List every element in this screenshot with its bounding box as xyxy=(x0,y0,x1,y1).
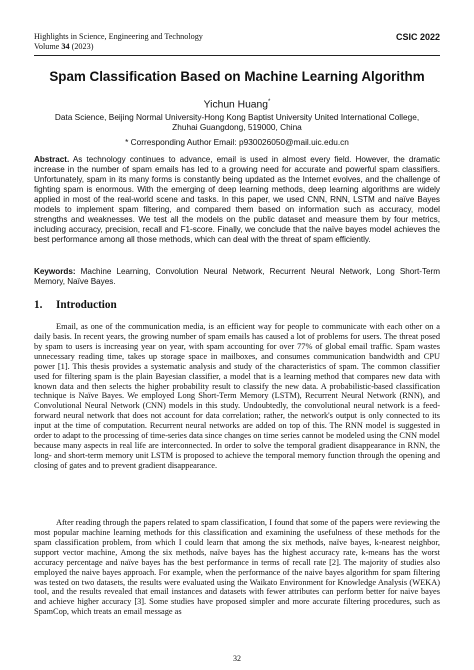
paragraph-text: After reading through the papers related to spam classification, I found that some of the papers were reviewing the most popular machine learning methods for this classification and examining the usefulness of these methods for the spam classification problem, from which I could learn that among the six methods, naïve bayes, k-nearest neighbor, support vector machine, Among the six methods, naïve bayes has the highest accuracy rate, k-means has the worst accuracy percentage and naïve bayes has the best performance in terms of recall rate [2]. The majority of studies also employed the naive bayes approach. For example, when the performance of the naive bayes algorithm for spam filtering was tested on two datasets, the results were evaluated using the Waikato Environment for Knowledge Analysis (WEKA) tool, and the results revealed that email instances and datasets with fewer attributes can perform better for naive bayes and achieve higher accuracy [3]. Some studies have proposed simpler and more accurate filtering procedures, such as SpamCop, which treats an email message as xyxy=(34,518,440,617)
corresponding-author: * Corresponding Author Email: p930026050@mail.uic.edu.cn xyxy=(125,137,349,147)
header-rule xyxy=(34,55,440,56)
volume-number: 34 xyxy=(61,42,70,51)
abstract-label: Abstract. xyxy=(34,155,70,164)
keywords-label: Keywords: xyxy=(34,267,76,276)
author-line xyxy=(34,96,440,111)
body-paragraph xyxy=(34,322,440,471)
paper-title: Spam Classification Based on Machine Learning Algorithm xyxy=(49,69,425,84)
journal-name: Highlights in Science, Engineering and Technology xyxy=(34,32,203,41)
volume-year: (2023) xyxy=(69,42,94,51)
volume-label: Volume xyxy=(34,42,62,51)
author-name: Yichun Huang xyxy=(203,99,268,111)
page-number: 32 xyxy=(233,654,241,663)
volume-line xyxy=(34,42,440,52)
section-heading xyxy=(34,299,117,312)
body-paragraph xyxy=(34,518,440,617)
section-number: 1. xyxy=(34,299,43,311)
conference-name: CSIC 2022 xyxy=(395,32,440,42)
running-header xyxy=(34,32,440,52)
keywords xyxy=(34,267,440,287)
section-title: Introduction xyxy=(56,299,117,311)
keywords-text: Machine Learning, Convolution Neural Network, Recurrent Neural Network, Long Short-Term Memory, Naïve Bayes. xyxy=(34,267,440,286)
author-mark: * xyxy=(267,99,271,105)
abstract xyxy=(34,155,440,245)
abstract-text: As technology continues to advance, email is used in almost every field. However, the dramatic increase in the number of spam emails has led to a growing need for accurate and powerful spam classifiers. Unfortunately, spam in its many forms is constantly being updated as the Internet evolves, and the challenge of fighting spam is enormous. With the emerging of deep learning methods, deep learning algorithms are widely applied in most of the real-world scene and tasks. In this paper, we used CNN, RNN, LSTM and naïve Bayes models to implement spam filtering, and compared them based on information such as accuracy, model strengths and weaknesses. We test all the models on the public dataset and measure them by four metrics, including accuracy, precision, recall and F1-score. Finally, we conclude that the naïve bayes model achieves the best performance among all those methods, which can deal with the threat of spam efficiently. xyxy=(34,155,440,244)
paragraph-text: Email, as one of the communication media, is an efficient way for people to communicate with each other on a daily basis. In recent years, the growing number of spam emails has caused a lot of problems for users. The threat posed by spam to users is increasing year on year, with spam accounting for over 77% of global email traffic. Spam wastes unnecessary reading time, takes up storage space in mailboxes, and consumes communication bandwidth and CPU power [1]. This thesis provides a systematic analysis and study of the characteristics of spam. The common classifier used for filtering spam is the plain Bayesian classifier, a model that is a learning method that compares new data with known data and then selects the higher probability result to classify the new data. A probabilistic-based classification technique is Naïve Bayes. We employed Long Short-Term Memory (LSTM), Recurrent Neural Network (RNN), and Convolutional Neural Network (CNN) models in this study. Undoubtedly, the convolutional neural network is a feed-forward neural network that does not account for data correlation; rather, the network's output is only connected to its input at the time of computation. Recurrent neural networks are added on top of this. The RNN model is suggested in order to adapt to the processing of time-series data since changes on time series cannot be modeled using the CNN model because many aspects in real life are interconnected. In order to solve the temporal gradient disappearance in RNN, the long- and short-term memory unit LSTM is proposed to achieve the temporal memory function through the opening and closing of gates and to prevent gradient disappearance. xyxy=(34,322,440,470)
affiliation: Data Science, Beijing Normal University-Hong Kong Baptist University United International College, Zhuhai Guangdong, 519000, China xyxy=(54,112,420,133)
